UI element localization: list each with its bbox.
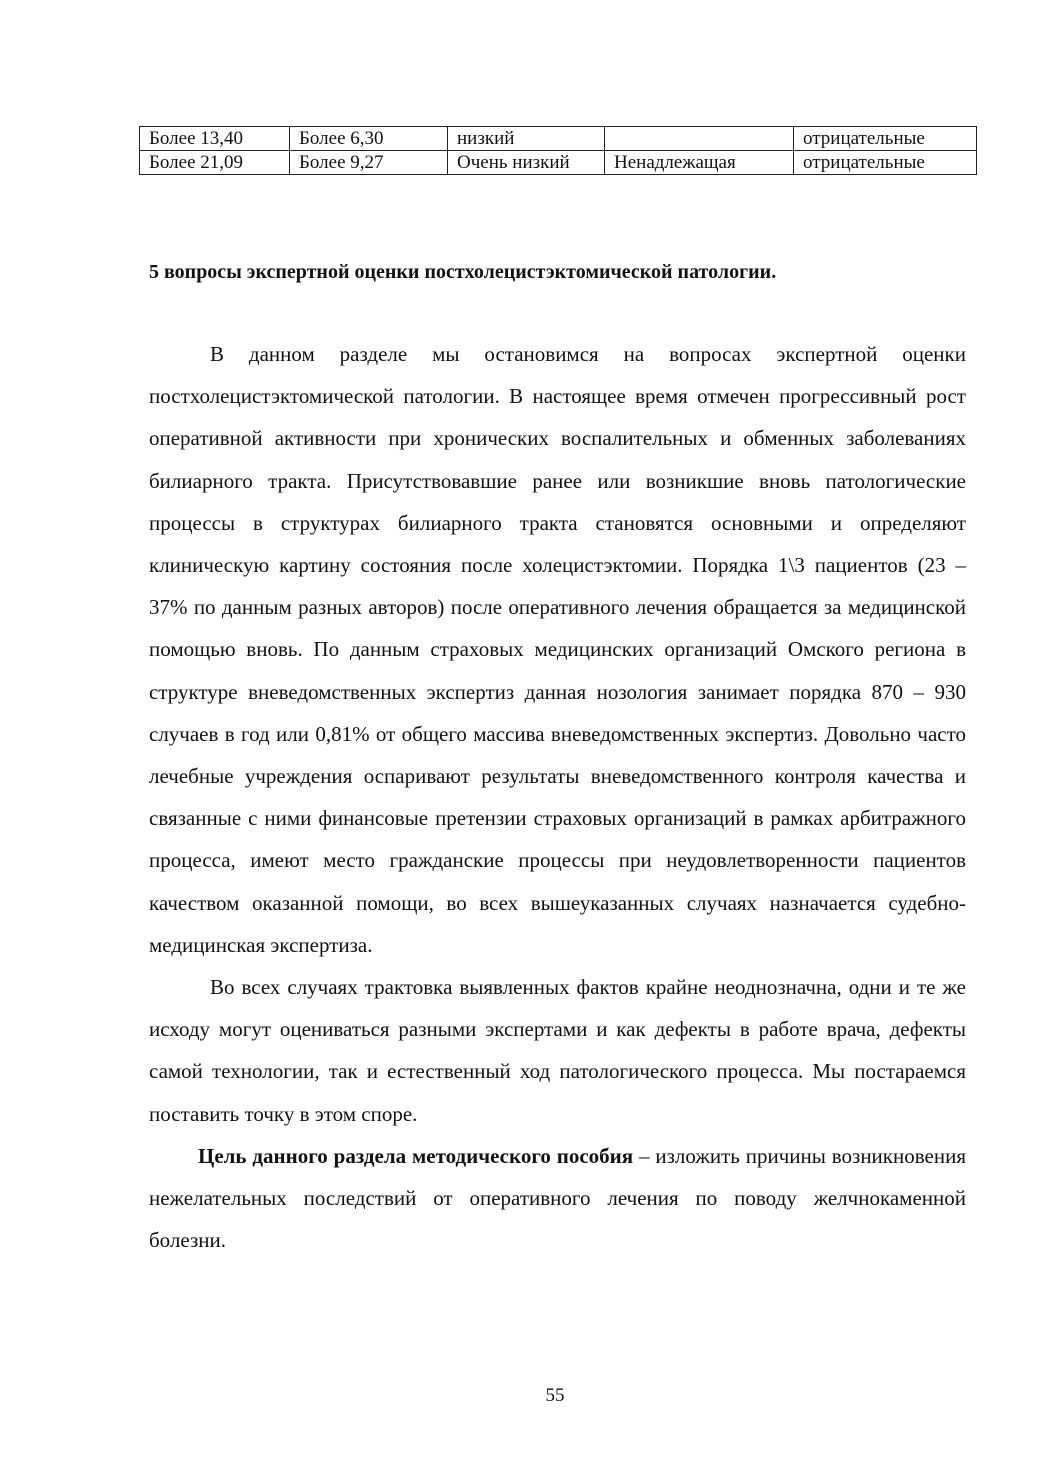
goal-text: – изложить причины возникновения нежелательных последствий от оперативного лечения по поводу желчнокаменной болезни. (149, 1143, 966, 1253)
table-cell: Более 9,27 (290, 151, 448, 175)
goal-paragraph (149, 1135, 966, 1262)
body-text (149, 333, 966, 1261)
table-cell: низкий (448, 127, 605, 151)
paragraph: Во всех случаях трактовка выявленных фактов крайне неоднозначна, одни и те же исходу могут оцениваться разными экспертами и как дефекты в работе врача, дефекты самой технологии, так и естественный ход патологического процесса. Мы постараемся поставить точку в этом споре. (149, 975, 966, 1126)
table-cell: Очень низкий (448, 151, 605, 175)
table-cell: отрицательные (794, 127, 977, 151)
table-cell: Более 13,40 (140, 127, 290, 151)
page-number: 55 (545, 1385, 565, 1406)
results-table (139, 126, 977, 175)
table-cell (605, 127, 794, 151)
table-row (140, 151, 977, 175)
table-cell: отрицательные (794, 151, 977, 175)
goal-bold-text: Цель данного раздела методического пособия (198, 1143, 634, 1168)
section-heading: 5 вопросы экспертной оценки постхолецистэктомической патологии. (149, 261, 777, 283)
paragraph: В данном разделе мы остановимся на вопросах экспертной оценки постхолецистэктомической патологии. В настоящее время отмечен прогрессивный рост оперативной активности при хронических воспалительных и обменных заболеваниях билиарного тракта. Присутствовавшие ранее или возникшие вновь патологические процессы в структурах билиарного тракта становятся основными и определяют клиническую картину состояния после холецистэктомии. Порядка 1\3 пациентов (23 – 37% по данным разных авторов) после оперативного лечения обращается за медицинской помощью вновь. По данным страховых медицинских организаций Омского региона в структуре вневедомственных экспертиз данная нозология занимает порядка 870 – 930 случаев в год или 0,81% от общего массива вневедомственных экспертиз. Довольно часто лечебные учреждения оспаривают результаты вневедомственного контроля качества и связанные с ними финансовые претензии страховых организаций в рамках арбитражного процесса, имеют место гражданские процессы при неудовлетворенности пациентов качеством оказанной помощи, во всех вышеуказанных случаях назначается судебно-медицинская экспертиза. (149, 342, 966, 957)
table-cell: Ненадлежащая (605, 151, 794, 175)
table-row (140, 127, 977, 151)
table-cell: Более 21,09 (140, 151, 290, 175)
table-cell: Более 6,30 (290, 127, 448, 151)
